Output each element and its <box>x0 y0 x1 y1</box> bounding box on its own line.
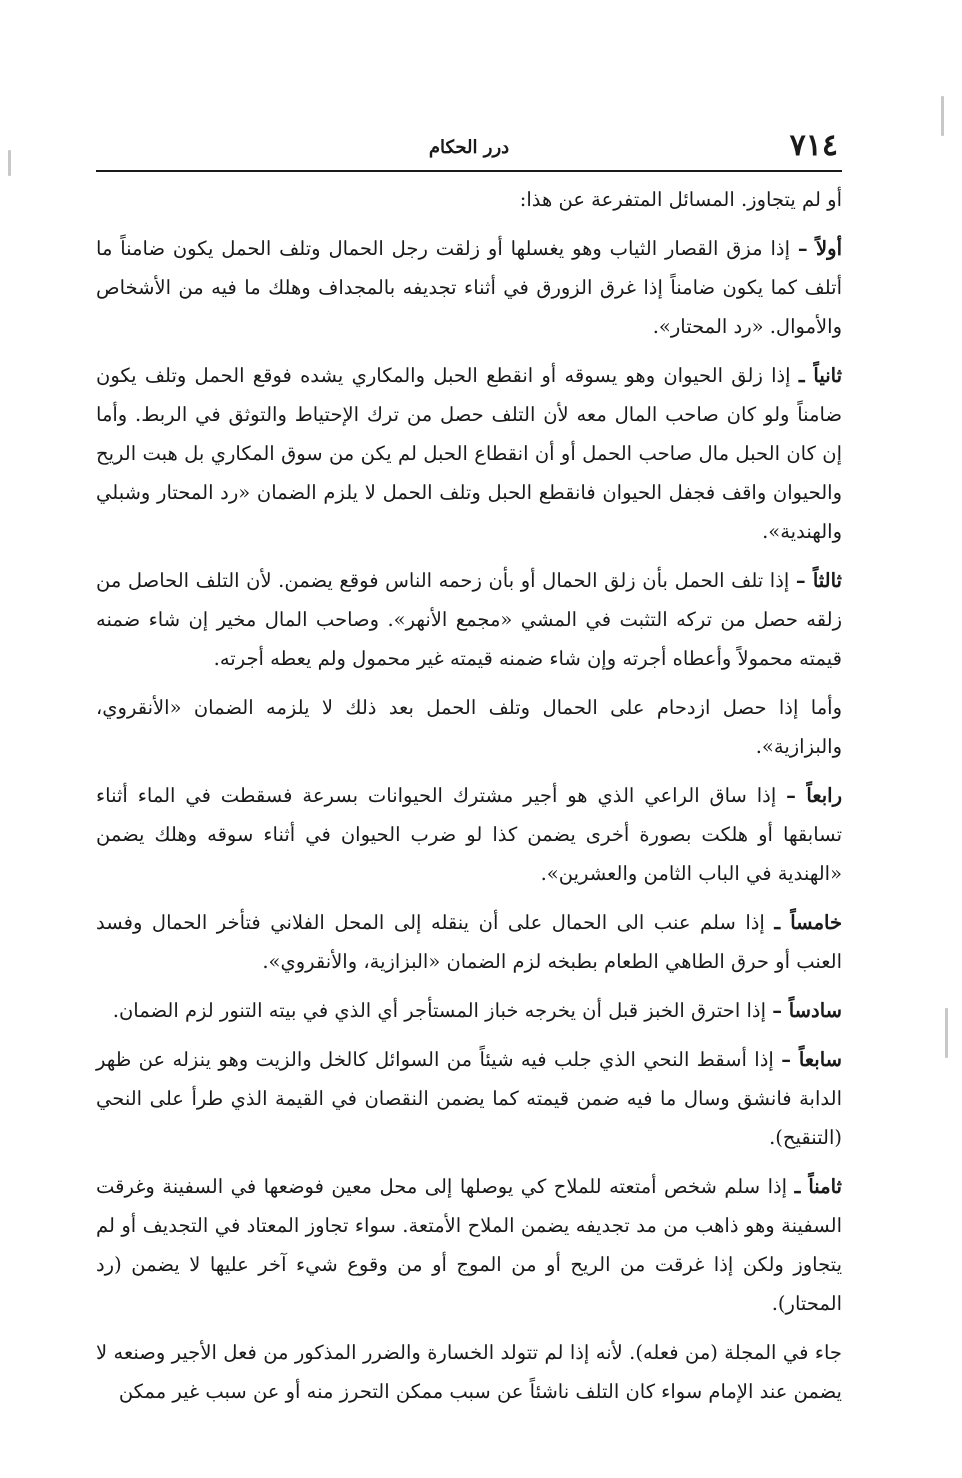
right-margin-mark-top <box>941 96 944 136</box>
paragraph-5-lead: رابعاً – <box>786 784 842 807</box>
running-title: درر الحكام <box>428 137 510 158</box>
paragraph-7-lead: سادساً – <box>772 999 842 1022</box>
paragraph-6-lead: خامساً ـ <box>774 911 843 934</box>
paragraph-7 <box>96 991 842 1030</box>
paragraph-3-lead: ثالثاً – <box>795 569 842 592</box>
paragraph-4-text: وأما إذا حصل ازدحام على الحمال وتلف الحمل بعد ذلك لا يلزمه الضمان «الأنقروي، والبزازية». <box>96 696 842 758</box>
paragraph-1 <box>96 229 842 346</box>
paragraph-8-text: إذا أسقط النحي الذي جلب فيه شيئاً من السوائل كالخل والزيت وهو ينزله عن ظهر الدابة فانشق وسال ما فيه ضمن قيمته كما يضمن النقصان في القيمة الذي طرأ على النحي (التنقيح). <box>96 1048 842 1149</box>
paragraph-8-lead: سابعاً – <box>781 1048 842 1071</box>
running-header <box>96 128 842 172</box>
paragraph-2-text: إذا زلق الحيوان وهو يسوقه أو انقطع الحبل والمكاري يشده فوقع الحمل وتلف يكون ضامناً ولو كان صاحب المال معه لأن التلف حصل من ترك الإحتياط والتوثق في الربط. وأما إن كان الحبل مال صاحب الحمل أو أن انقطاع الحبل لم يكن من سوق المكاري بل هبت الريح والحيوان واقف فجفل الحيوان فانقطع الحبل وتلف الحمل لا يلزم الضمان «رد المحتار وشبلي والهندية». <box>96 364 842 543</box>
paragraph-6-text: إذا سلم عنب الى الحمال على أن ينقله إلى المحل الفلاني فتأخر الحمال وفسد العنب أو حرق الطاهي الطعام بطبخه لزم الضمان «البزازية، والأنقروي». <box>96 911 842 973</box>
paragraph-7-text: إذا احترق الخبز قبل أن يخرجه خباز المستأجر أي الذي في بيته التنور لزم الضمان. <box>112 999 766 1022</box>
paragraph-10-text: جاء في المجلة (من فعله). لأنه إذا لم تتولد الخسارة والضرر المذكور من فعل الأجير وصنعه لا يضمن عند الإمام سواء كان التلف ناشئاً عن سبب ممكن التحرز منه أو عن سبب غير ممكن <box>96 1341 842 1403</box>
book-page <box>96 128 842 1411</box>
left-margin-mark-top <box>8 150 11 176</box>
paragraph-3-text: إذا تلف الحمل بأن زلق الحمال أو بأن زحمه الناس فوقع يضمن. لأن التلف الحاصل من زلقه حصل من تركه التثبت في المشي «مجمع الأنهر». وصاحب المال مخير إن شاء ضمنه قيمته محمولاً وأعطاه أجرته وإن شاء ضمنه قيمته غير محمول ولم يعطه أجرته. <box>96 569 842 670</box>
paragraph-5 <box>96 776 842 893</box>
paragraph-4 <box>96 688 842 766</box>
paragraph-2-lead: ثانياً ـ <box>798 364 842 387</box>
paragraph-5-text: إذا ساق الراعي الذي هو أجير مشترك الحيوانات بسرعة فسقطت في الماء أثناء تسابقها أو هلكت بصورة أخرى يضمن كذا لو ضرب الحيوان في أثناء سوقه وهلك يضمن «الهندية في الباب الثامن والعشرين». <box>96 784 842 885</box>
paragraph-9-text: إذا سلم شخص أمتعته للملاح كي يوصلها إلى محل معين فوضعها في السفينة وغرقت السفينة وهو ذاهب من مد تجديفه يضمن الملاح الأمتعة. سواء تجاوز المعتاد في التجديف أو لم يتجاوز ولكن إذا غرقت من الريح أو من الموج أو من وقوع شيء آخر عليها لا يضمن (رد المحتار). <box>96 1175 842 1315</box>
intro-line: أو لم يتجاوز. المسائل المتفرعة عن هذا: <box>519 188 842 211</box>
paragraph-9-lead: ثامناً ـ <box>794 1175 842 1198</box>
body-text <box>96 180 842 1411</box>
page-number: ٧١٤ <box>789 128 838 163</box>
paragraph-1-lead: أولاً – <box>797 237 843 260</box>
right-margin-mark-middle <box>945 1008 948 1058</box>
paragraph-9 <box>96 1167 842 1323</box>
paragraph-2 <box>96 356 842 551</box>
paragraph-8 <box>96 1040 842 1157</box>
paragraph-1-text: إذا مزق القصار الثياب وهو يغسلها أو زلقت رجل الحمال وتلف الحمل يكون ضامناً ما أتلف كما يكون ضامناً إذا غرق الزورق في أثناء تجديفه بالمجداف وهلك ما فيه من الأشخاص والأموال. «رد المحتار». <box>96 237 842 338</box>
paragraph-3 <box>96 561 842 678</box>
paragraph-6 <box>96 903 842 981</box>
paragraph-10 <box>96 1333 842 1411</box>
